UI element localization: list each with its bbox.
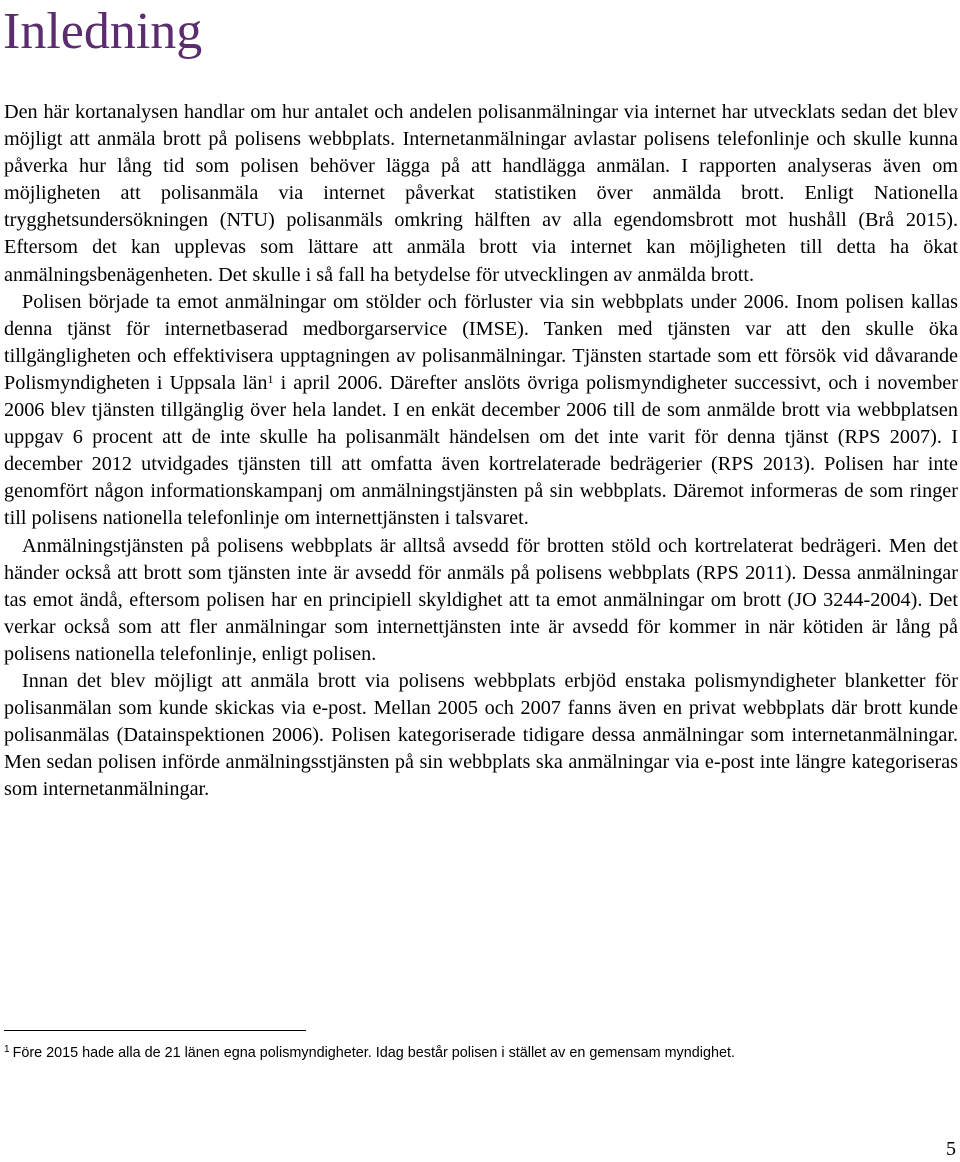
footnote	[4, 1044, 954, 1062]
footnote-number: 1	[4, 1044, 10, 1055]
paragraph-2	[4, 289, 958, 533]
paragraph-2-text-start: Polisen började ta emot anmälningar om stölder och förluster via sin webbplats under 2006. Inom polisen kallas denna tjänst för internetbaserad medborgarservice (IMSE). Tanken med tjänsten var att den skulle öka tillgängligheten och effektivisera upptagningen av polisanmälningar. Tjänsten startade som ett försök vid dåvarande Polismyndigheten i Uppsala län	[4, 290, 958, 394]
paragraph-1: Den här kortanalysen handlar om hur antalet och andelen polisanmälningar via internet har utvecklats sedan det blev möjligt att anmäla brott på polisens webbplats. Internetanmälningar avlastar polisens telefonlinje och skulle kunna påverka hur lång tid som polisen behöver lägga på att handlägga anmälan. I rapporten analyseras även om möjligheten att polisanmäla via internet påverkat statistiken över anmälda brott. Enligt Nationella trygghetsundersökningen (NTU) polisanmäls omkring hälften av alla egendomsbrott mot hushåll (Brå 2015). Eftersom det kan upplevas som lättare att anmäla brott via internet kan möjligheten till detta ha ökat anmälningsbenägenheten. Det skulle i så fall ha betydelse för utvecklingen av anmälda brott.	[4, 101, 958, 286]
footnote-separator	[4, 1030, 306, 1031]
footnote-reference: 1	[267, 371, 274, 386]
page-number: 5	[946, 1138, 956, 1160]
paragraph-4: Innan det blev möjligt att anmäla brott via polisens webbplats erbjöd enstaka polismyndigheter blanketter för polisanmälan som kunde skickas via e-post. Mellan 2005 och 2007 fanns även en privat webbplats där brott kunde polisanmälas (Datainspektionen 2006). Polisen kategoriserade tidigare dessa anmälningar som internetanmälningar. Men sedan polisen införde anmälningsstjänsten på sin webbplats ska anmälningar via e-post inte längre kategoriseras som internetanmälningar.	[4, 669, 958, 801]
paragraph-2-text-end: i april 2006. Därefter anslöts övriga polismyndigheter successivt, och i november 2006 blev tjänsten tillgänglig över hela landet. I en enkät december 2006 till de som anmälde brott via webbplatsen uppgav 6 procent att de inte skulle ha polisanmält händelsen om det inte varit för denna tjänst (RPS 2007). I december 2012 utvidgades tjänsten till att omfatta även kortrelaterade bedrägerier (RPS 2013). Polisen har inte genomfört någon informationskampanj om anmälningstjänsten på sin webbplats. Däremot informeras de som ringer till polisens nationella telefonlinje om internettjänsten i talsvaret.	[4, 371, 958, 530]
paragraph-3: Anmälningstjänsten på polisens webbplats är alltså avsedd för brotten stöld och kortrelaterat bedrägeri. Men det händer också att brott som tjänsten inte är avsedd för anmäls på polisens webbplats (RPS 2011). Dessa anmälningar tas emot ändå, eftersom polisen har en principiell skyldighet att ta emot anmälningar om brott (JO 3244-2004). Det verkar också som att fler anmälningar som internettjänsten inte är avsedd för kommer in när kötiden är lång på polisens nationella telefonlinje, enligt polisen.	[4, 534, 958, 665]
footnote-text: Före 2015 hade alla de 21 länen egna polismyndigheter. Idag består polisen i stället av en gemensam myndighet.	[12, 1045, 735, 1061]
body-text	[4, 99, 958, 803]
page-title: Inledning	[3, 3, 203, 60]
